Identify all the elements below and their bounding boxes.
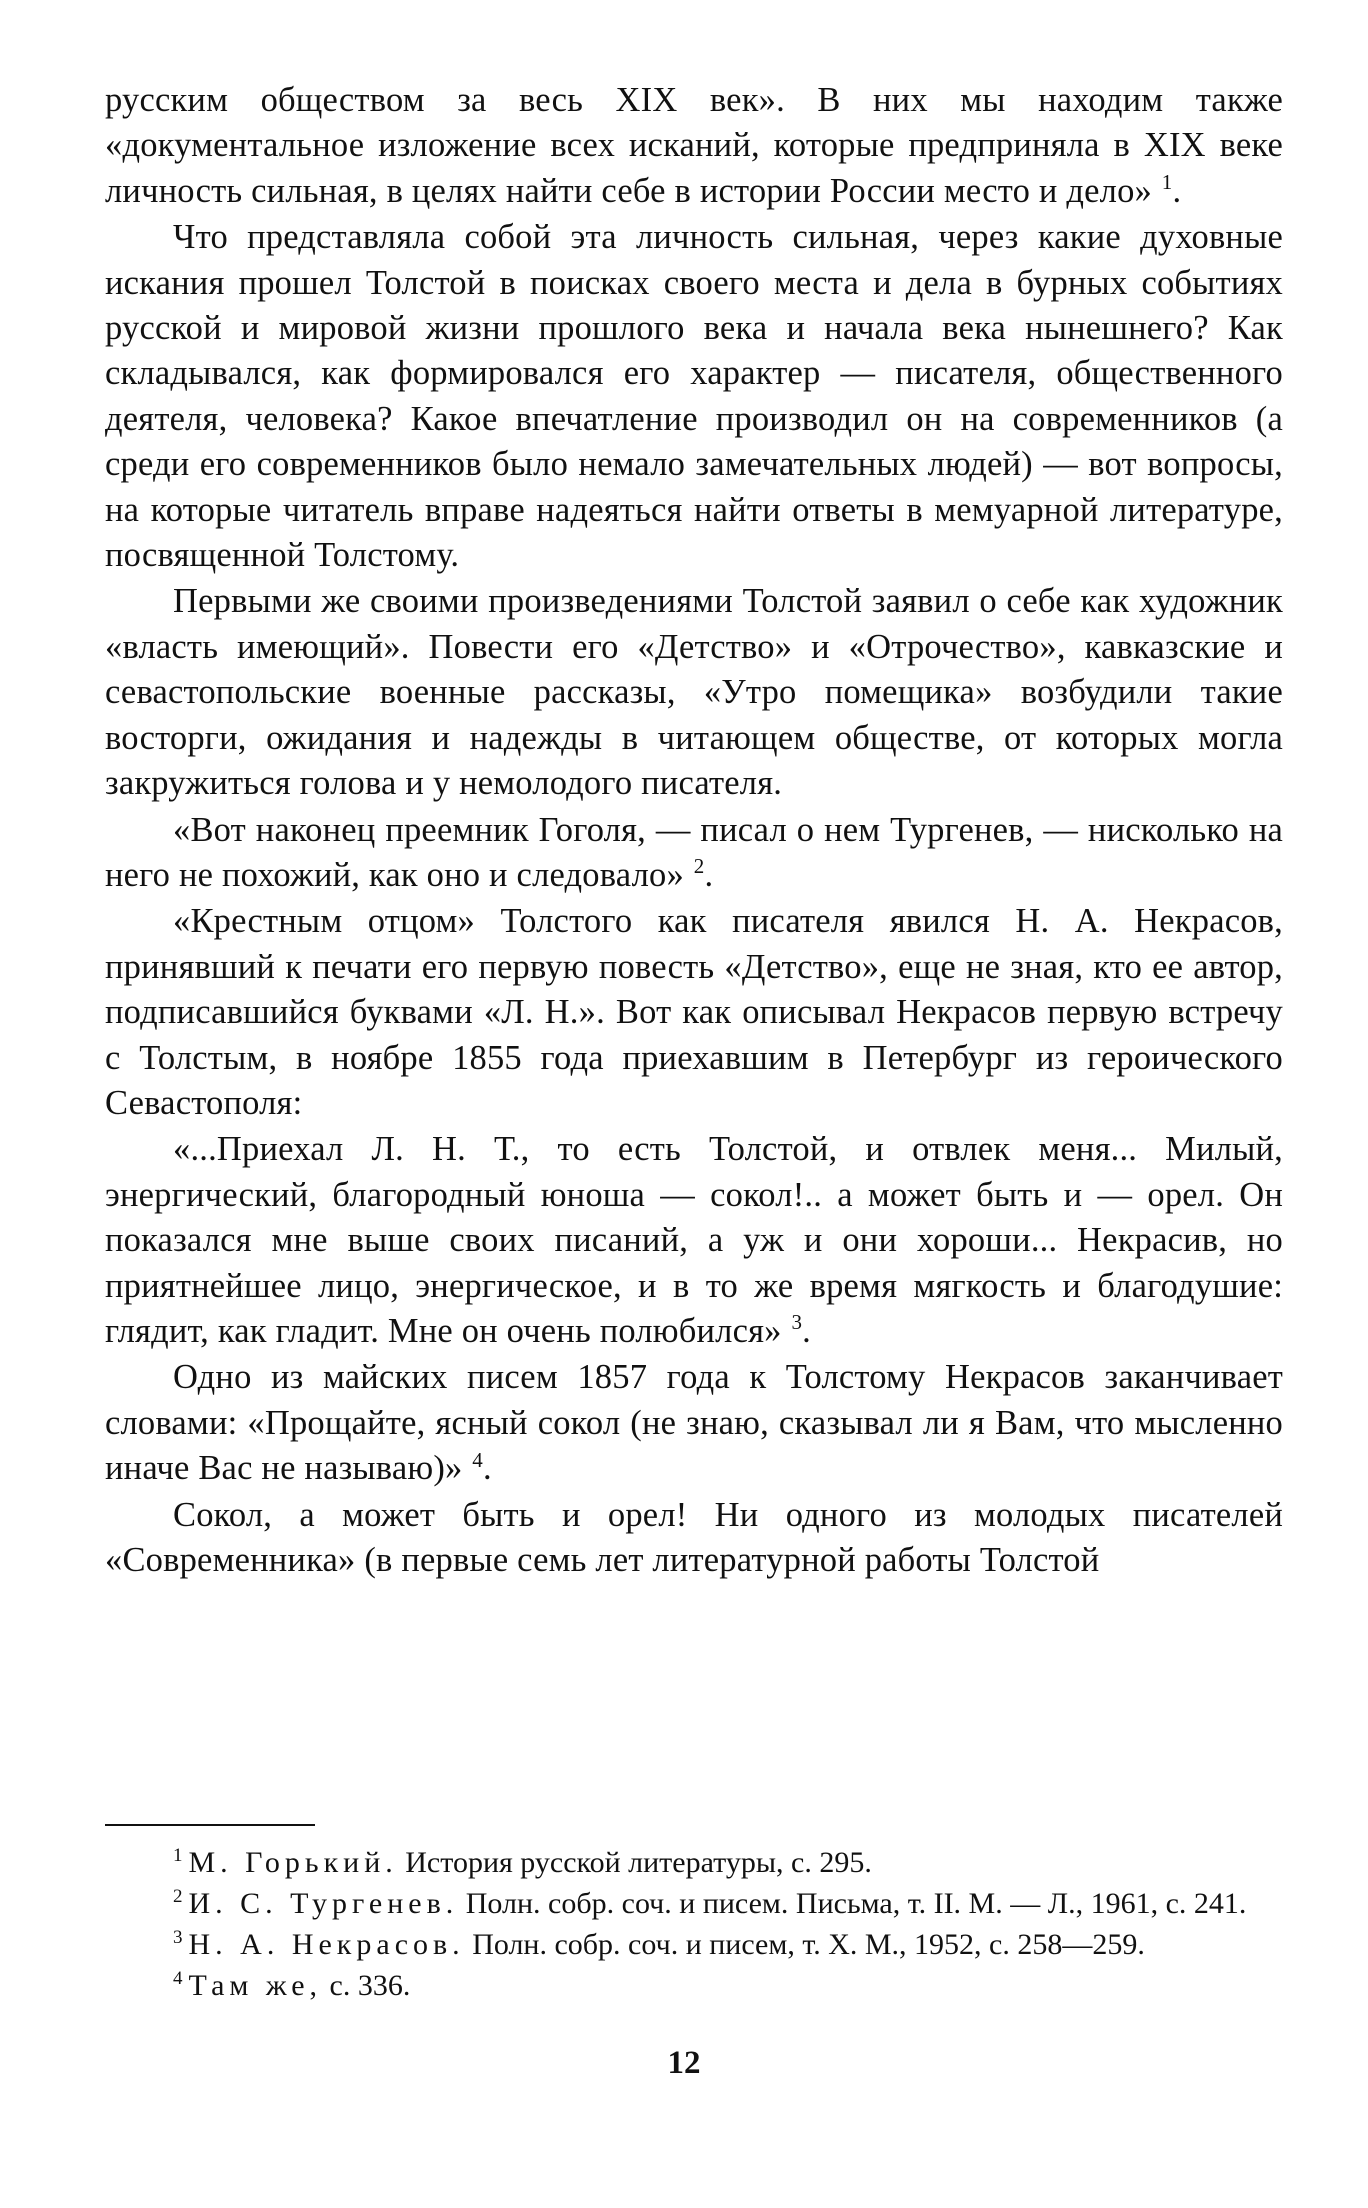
quote-paragraph: «...Приехал Л. Н. Т., то есть Толстой, и отвлек меня... Милый, энергический, благородный юноша — сокол!.. а может быть и — орел. Он показался мне выше своих писаний, а уж и они хороши... Некрасив, но приятнейшее лицо, энергическое, и в то же время мягкость и благодушие: глядит, как гладит. Мне он очень полюбился» $^3$. bbox=[105, 1130, 1283, 1350]
paragraph-7: Одно из майских писем 1857 года к Толстому Некрасов заканчивает словами: «Прощайте, ясный сокол (не знаю, сказывал ли я Вам, что мысленно иначе Вас не называю)» $^4$. bbox=[105, 1358, 1283, 1488]
footnote-1 bbox=[105, 1842, 1283, 1883]
paragraph-1: русским обществом за весь XIX век». В них мы находим также «документальное изложение всех исканий, которые предприняла в XIX веке личность сильная, в целях найти себе в истории России место и дело» $^1$. bbox=[105, 81, 1283, 210]
footnote-number: 3 bbox=[173, 1927, 183, 1948]
paragraph-text: русским обществом за весь XIX век». В них мы находим также «документальное изложение всех исканий, которые предприняла в XIX веке личность сильная, в целях найти себе в истории России место и дело» bbox=[105, 81, 1283, 210]
footnote-number: 1 bbox=[173, 1845, 183, 1866]
paragraph-text: «...Приехал Л. Н. Т., то есть Толстой, и отвлек меня... Милый, энергический, благородный юноша — сокол!.. а может быть и — орел. Он показался мне выше своих писаний, а уж и они хороши... Некрасив, но приятнейшее лицо, энергическое, и в то же время мягкость и благодушие: глядит, как гладит. Мне он очень полюбился» bbox=[105, 1130, 1283, 1350]
paragraph-text: Первыми же своими произведениями Толстой заявил о себе как художник «власть имеющий». Повести его «Детство» и «Отрочество», кавказские и севастопольские военные рассказы, «Утро помещика» возбудили такие восторги, ожидания и надежды в читающем обществе, от которых могла закружиться голова и у немолодого писателя. bbox=[105, 582, 1283, 803]
paragraph-text: Сокол, а может быть и орел! Ни одного из молодых писателей «Современника» (в первые семь лет литературной работы Толстой bbox=[105, 1495, 1283, 1579]
footnote-2 bbox=[105, 1883, 1283, 1924]
main-text bbox=[105, 78, 1283, 1583]
footnote-text: Полн. собр. соч. и писем. Письма, т. II. М. — Л., 1961, с. 241. bbox=[458, 1887, 1247, 1920]
footnote-4 bbox=[105, 1965, 1283, 2006]
paragraph-text: «Вот наконец преемник Гоголя, — писал о нем Тургенев, — нисколько на него не похожий, как оно и следовало» bbox=[105, 810, 1283, 894]
paragraph-8 bbox=[105, 1493, 1283, 1584]
footnote-author: М. Горький. bbox=[188, 1846, 398, 1879]
footnote-divider bbox=[105, 1824, 315, 1826]
paragraph-text: Что представляла собой эта личность сильная, через какие духовные искания прошел Толстой в поисках своего места и дела в бурных событиях русской и мировой жизни прошлого века и начала века нынешнего? Как складывался, как формировался его характер — писателя, общественного деятеля, человека? Какое впечатление производил он на современников (а среди его современников было немало замечательных людей) — вот вопросы, на которые читатель вправе надеяться найти ответы в мемуарной литературе, посвященной Толстому. bbox=[105, 218, 1283, 575]
footnote-ref: 2 bbox=[693, 854, 705, 879]
paragraph-2 bbox=[105, 215, 1283, 578]
footnote-number: 2 bbox=[173, 1886, 183, 1907]
footnote-author: И. С. Тургенев. bbox=[188, 1887, 459, 1920]
footnotes bbox=[105, 1842, 1283, 2006]
paragraph-4: «Вот наконец преемник Гоголя, — писал о нем Тургенев, — нисколько на него не похожий, как оно и следовало» $^2$. bbox=[105, 810, 1283, 894]
footnote-text: История русской литературы, с. 295. bbox=[397, 1846, 872, 1879]
page-number: 12 bbox=[667, 2045, 701, 2081]
paragraph-5 bbox=[105, 899, 1283, 1126]
paragraph-3 bbox=[105, 579, 1283, 806]
footnote-author: Там же, bbox=[188, 1969, 323, 2002]
footnote-ref: 4 bbox=[472, 1447, 483, 1472]
paragraph-text: «Крестным отцом» Толстого как писателя явился Н. А. Некрасов, принявший к печати его первую повесть «Детство», еще не зная, кто ее автор, подписавшийся буквами «Л. Н.». Вот как описывал Некрасов первую встречу с Толстым, в ноябре 1855 года приехавшим в Петербург из героического Севастополя: bbox=[105, 902, 1283, 1122]
footnote-text: с. 336. bbox=[322, 1969, 411, 2002]
paragraph-text: Одно из майских писем 1857 года к Толстому Некрасов заканчивает словами: «Прощайте, ясный сокол (не знаю, сказывал ли я Вам, что мысленно иначе Вас не называю)» bbox=[105, 1358, 1283, 1488]
footnote-3 bbox=[105, 1924, 1283, 1965]
footnote-ref: 3 bbox=[791, 1310, 803, 1335]
footnote-ref: 1 bbox=[1161, 170, 1173, 195]
footnote-text: Полн. собр. соч. и писем, т. X. М., 1952, с. 258—259. bbox=[464, 1928, 1145, 1961]
footnote-author: Н. А. Некрасов. bbox=[188, 1928, 465, 1961]
footnote-number: 4 bbox=[173, 1968, 183, 1989]
